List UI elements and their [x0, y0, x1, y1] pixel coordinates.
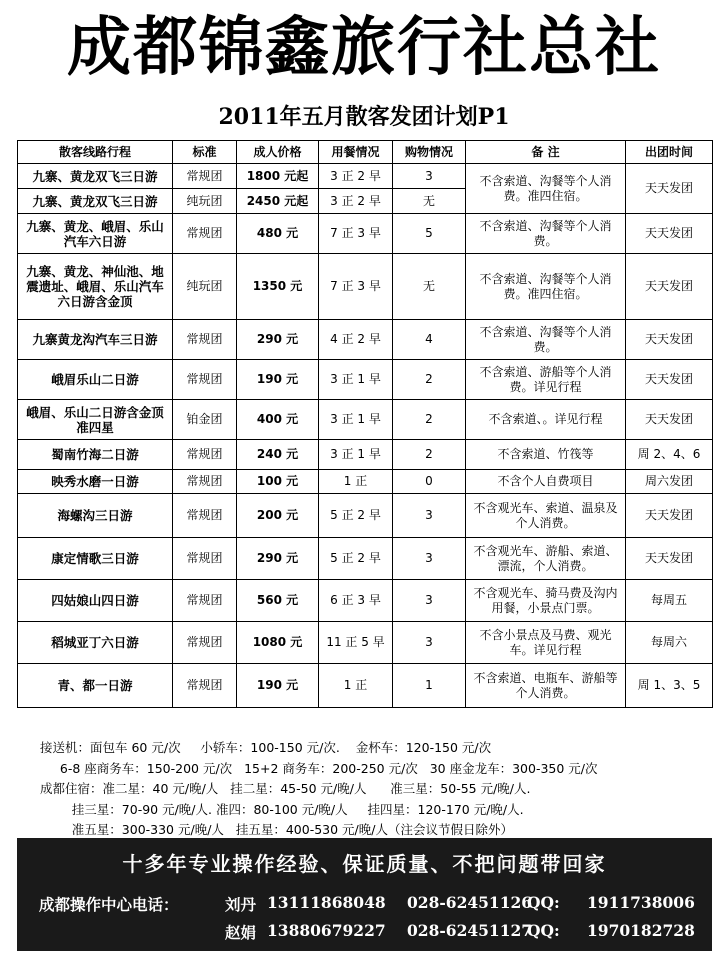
route-cell: 九寨、黄龙、神仙池、地震遗址、峨眉、乐山汽车六日游含金顶	[18, 254, 173, 320]
shopping-cell: 1	[393, 664, 466, 708]
info-line: 接送机：面包车 60 元/次 小轿车：100-150 元/次. 金杯车：120-150 元/次	[40, 740, 492, 755]
route-cell: 蜀南竹海二日游	[18, 440, 173, 470]
schedule-cell: 周六发团	[626, 470, 713, 494]
price-cell: 200 元	[237, 494, 319, 538]
column-header: 标准	[173, 141, 237, 164]
info-line: 准五星：300-330 元/晚/人 挂五星：400-530 元/晚/人（注会议节假日除外）	[40, 822, 513, 837]
note-cell: 不含索道、沟餐等个人消费。	[466, 214, 626, 254]
info-line: 挂三星：70-90 元/晚/人. 准四：80-100 元/晚/人 挂四星：120-170 元/晚/人.	[40, 801, 524, 817]
schedule-cell: 天天发团	[626, 538, 713, 580]
price-cell: 400 元	[237, 400, 319, 440]
tour-plan-table	[17, 140, 713, 708]
note-cell: 不含小景点及马费、观光车。详见行程	[466, 622, 626, 664]
meals-cell: 4 正 2 早	[319, 320, 393, 360]
schedule-cell: 每周五	[626, 580, 713, 622]
meals-cell: 5 正 2 早	[319, 494, 393, 538]
standard-cell: 常规团	[173, 360, 237, 400]
price-cell: 190 元	[237, 664, 319, 708]
contact-footer	[17, 838, 712, 951]
column-header: 出团时间	[626, 141, 713, 164]
meals-cell: 1 正	[319, 470, 393, 494]
contact-phone[interactable]: 028-62451127	[407, 921, 533, 940]
table-row	[18, 320, 713, 360]
note-cell: 不含索道、沟餐等个人消费。	[466, 320, 626, 360]
schedule-cell: 天天发团	[626, 400, 713, 440]
standard-cell: 铂金团	[173, 400, 237, 440]
column-header: 购物情况	[393, 141, 466, 164]
table-row	[18, 470, 713, 494]
table-row	[18, 254, 713, 320]
schedule-cell: 天天发团	[626, 360, 713, 400]
route-cell: 海螺沟三日游	[18, 494, 173, 538]
price-cell: 190 元	[237, 360, 319, 400]
shopping-cell: 2	[393, 400, 466, 440]
note-cell: 不含观光车、游船、索道、漂流，个人消费。	[466, 538, 626, 580]
column-header: 散客线路行程	[18, 141, 173, 164]
meals-cell: 5 正 2 早	[319, 538, 393, 580]
price-cell: 1080 元	[237, 622, 319, 664]
note-cell: 不含观光车、骑马费及沟内用餐，小景点门票。	[466, 580, 626, 622]
transfer-and-hotel-info	[40, 738, 720, 841]
price-cell: 290 元	[237, 320, 319, 360]
price-cell: 560 元	[237, 580, 319, 622]
standard-cell: 常规团	[173, 440, 237, 470]
price-cell: 240 元	[237, 440, 319, 470]
table-header-row	[18, 141, 713, 164]
price-cell: 1350 元	[237, 254, 319, 320]
schedule-cell: 天天发团	[626, 320, 713, 360]
contact-name: 刘丹	[225, 895, 257, 914]
standard-cell: 纯玩团	[173, 189, 237, 214]
shopping-cell: 2	[393, 440, 466, 470]
column-header: 用餐情况	[319, 141, 393, 164]
qq-label: QQ:	[527, 921, 560, 940]
route-cell: 九寨黄龙沟汽车三日游	[18, 320, 173, 360]
standard-cell: 纯玩团	[173, 254, 237, 320]
standard-cell: 常规团	[173, 164, 237, 189]
column-header: 备 注	[466, 141, 626, 164]
route-cell: 康定情歌三日游	[18, 538, 173, 580]
shopping-cell: 无	[393, 254, 466, 320]
contact-qq[interactable]: 1970182728	[587, 921, 695, 940]
standard-cell: 常规团	[173, 622, 237, 664]
shopping-cell: 3	[393, 494, 466, 538]
schedule-cell: 周 2、4、6	[626, 440, 713, 470]
qq-label: QQ:	[527, 893, 560, 912]
schedule-cell: 天天发团	[626, 254, 713, 320]
shopping-cell: 3	[393, 622, 466, 664]
price-cell: 480 元	[237, 214, 319, 254]
note-cell: 不含索道、游船等个人消费。详见行程	[466, 360, 626, 400]
schedule-cell: 天天发团	[626, 164, 713, 214]
shopping-cell: 0	[393, 470, 466, 494]
route-cell: 九寨、黄龙双飞三日游	[18, 164, 173, 189]
meals-cell: 3 正 2 早	[319, 164, 393, 189]
meals-cell: 3 正 2 早	[319, 189, 393, 214]
meals-cell: 6 正 3 早	[319, 580, 393, 622]
contact-mobile[interactable]: 13111868048	[267, 893, 386, 912]
table-row	[18, 440, 713, 470]
note-cell: 不含索道、。详见行程	[466, 400, 626, 440]
table-row	[18, 214, 713, 254]
price-cell: 1800 元起	[237, 164, 319, 189]
standard-cell: 常规团	[173, 580, 237, 622]
shopping-cell: 3	[393, 580, 466, 622]
contact-name: 赵娟	[225, 923, 257, 942]
standard-cell: 常规团	[173, 494, 237, 538]
route-cell: 青、都一日游	[18, 664, 173, 708]
shopping-cell: 无	[393, 189, 466, 214]
shopping-cell: 3	[393, 538, 466, 580]
schedule-cell: 每周六	[626, 622, 713, 664]
standard-cell: 常规团	[173, 320, 237, 360]
table-row	[18, 494, 713, 538]
note-cell: 不含观光车、索道、温泉及个人消费。	[466, 494, 626, 538]
price-cell: 100 元	[237, 470, 319, 494]
contact-qq[interactable]: 1911738006	[587, 893, 695, 912]
route-cell: 稻城亚丁六日游	[18, 622, 173, 664]
page-subtitle: 2011年五月散客发团计划P1	[218, 104, 510, 130]
price-cell: 2450 元起	[237, 189, 319, 214]
meals-cell: 1 正	[319, 664, 393, 708]
contact-label: 成都操作中心电话：	[39, 895, 179, 914]
standard-cell: 常规团	[173, 470, 237, 494]
table-row	[18, 664, 713, 708]
info-line: 成都住宿：准二星：40 元/晚/人 挂二星：45-50 元/晚/人 准三星：50-55 元/晚/人.	[40, 781, 531, 796]
meals-cell: 11 正 5 早	[319, 622, 393, 664]
meals-cell: 7 正 3 早	[319, 214, 393, 254]
shopping-cell: 5	[393, 214, 466, 254]
schedule-cell: 天天发团	[626, 214, 713, 254]
note-cell: 不含索道、沟餐等个人消费。准四住宿。	[466, 164, 626, 214]
table-row	[18, 400, 713, 440]
contact-mobile[interactable]: 13880679227	[267, 921, 386, 940]
contact-phone[interactable]: 028-62451126	[407, 893, 533, 912]
column-header: 成人价格	[237, 141, 319, 164]
shopping-cell: 3	[393, 164, 466, 189]
slogan: 十多年专业操作经验、保证质量、不把问题带回家	[122, 852, 607, 876]
route-cell: 峨眉、乐山二日游含金顶准四星	[18, 400, 173, 440]
route-cell: 四姑娘山四日游	[18, 580, 173, 622]
meals-cell: 3 正 1 早	[319, 360, 393, 400]
standard-cell: 常规团	[173, 664, 237, 708]
table-row	[18, 538, 713, 580]
standard-cell: 常规团	[173, 538, 237, 580]
note-cell: 不含索道、电瓶车、游船等个人消费。	[466, 664, 626, 708]
price-cell: 290 元	[237, 538, 319, 580]
table-row	[18, 622, 713, 664]
note-cell: 不含索道、沟餐等个人消费。准四住宿。	[466, 254, 626, 320]
meals-cell: 3 正 1 早	[319, 440, 393, 470]
route-cell: 九寨、黄龙、峨眉、乐山汽车六日游	[18, 214, 173, 254]
note-cell: 不含个人自费项目	[466, 470, 626, 494]
schedule-cell: 天天发团	[626, 494, 713, 538]
meals-cell: 7 正 3 早	[319, 254, 393, 320]
page-title: 成都锦鑫旅行社总社	[67, 11, 661, 85]
table-row	[18, 580, 713, 622]
note-cell: 不含索道、竹筏等	[466, 440, 626, 470]
shopping-cell: 4	[393, 320, 466, 360]
table-row	[18, 164, 713, 189]
route-cell: 九寨、黄龙双飞三日游	[18, 189, 173, 214]
info-line: 6-8 座商务车：150-200 元/次 15+2 商务车：200-250 元/次 30 座金龙车：300-350 元/次	[40, 760, 598, 776]
route-cell: 峨眉乐山二日游	[18, 360, 173, 400]
standard-cell: 常规团	[173, 214, 237, 254]
shopping-cell: 2	[393, 360, 466, 400]
route-cell: 映秀水磨一日游	[18, 470, 173, 494]
schedule-cell: 周 1、3、5	[626, 664, 713, 708]
meals-cell: 3 正 1 早	[319, 400, 393, 440]
table-row	[18, 360, 713, 400]
